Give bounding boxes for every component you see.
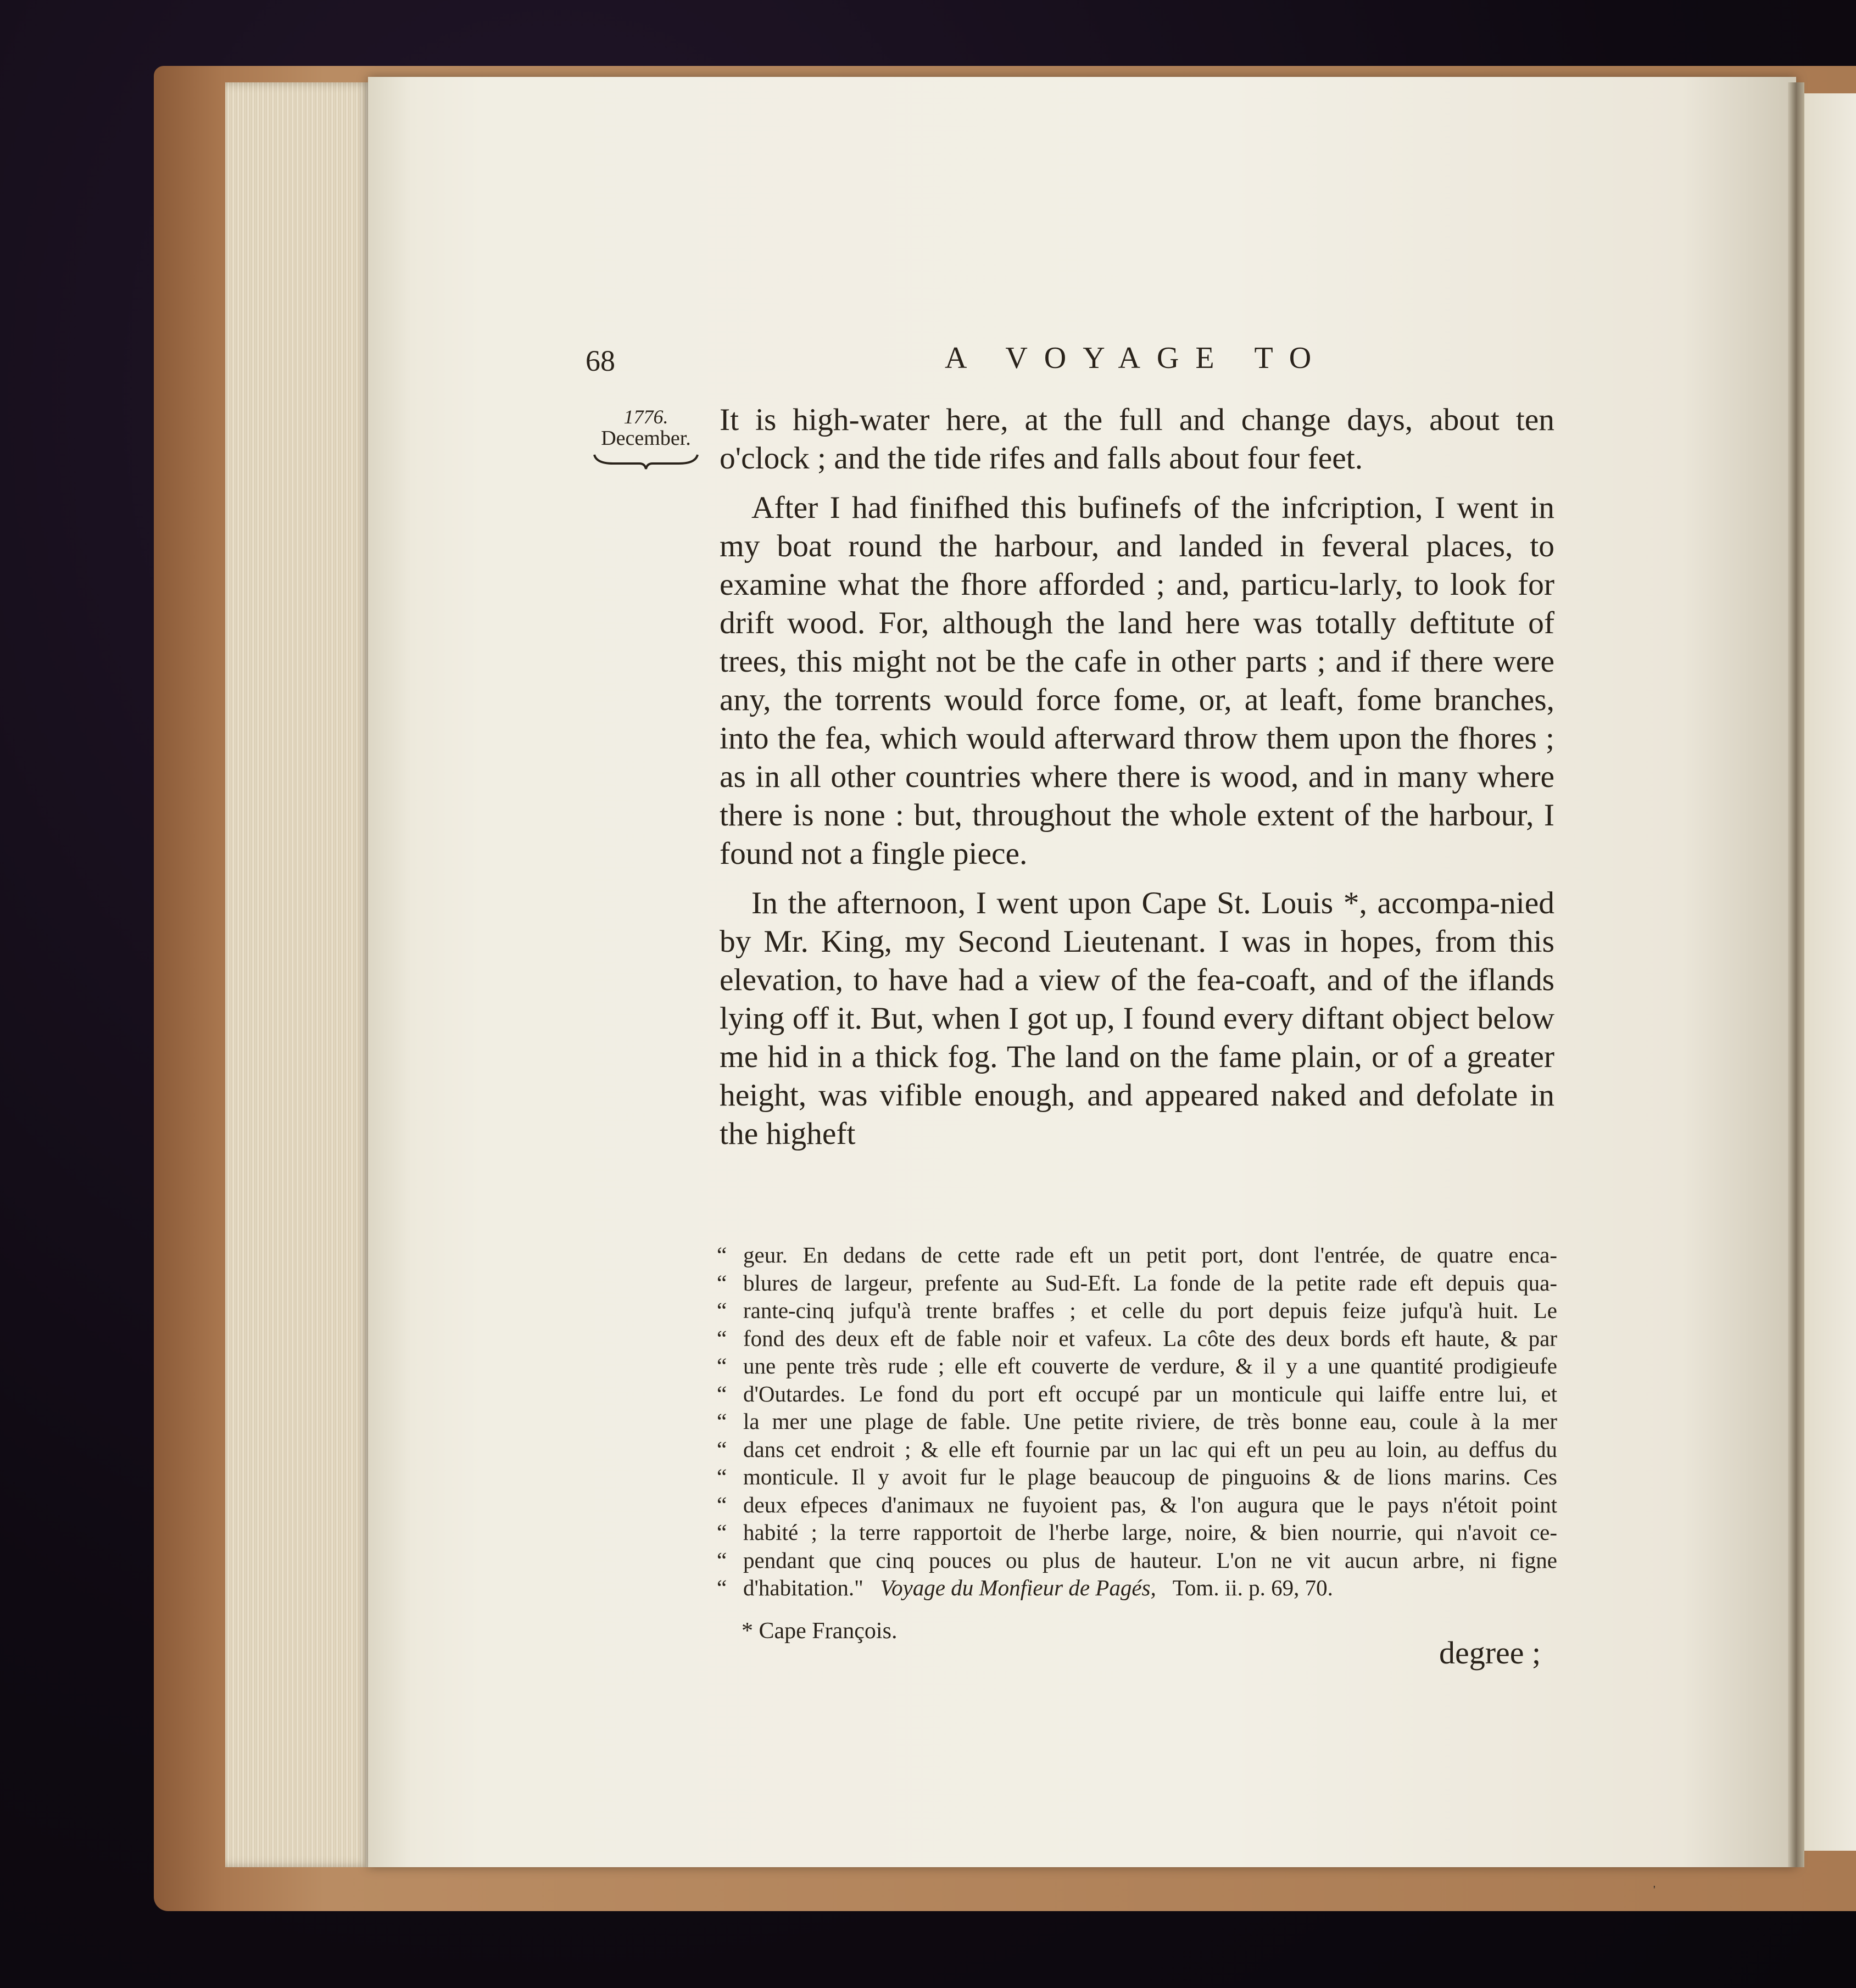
paragraph-3: In the afternoon, I went upon Cape St. Louis *, accompa-nied by Mr. King, my Second Lieutenant. I was in hopes, from this elevation, to have had a view of the fea-coaft, and of the iflands lying off it. But, when I got up, I found every diftant object below me hid in a thick fog. The land on the fame plain, or of a greater height, was vifible enough, and appeared naked and defolate in the higheft [720, 886, 1554, 1151]
marginal-month: December. [601, 427, 691, 450]
catchword: degree ; [1439, 1635, 1541, 1671]
bottom-mark: ' [1653, 1884, 1656, 1896]
page-number: 68 [586, 344, 615, 377]
footnote-line: “ habité ; la terre rapportoit de l'herbe large, noire, & bien nourrie, qui n'avoit ce- [717, 1520, 1557, 1545]
footnote-source-title: Voyage du Monfieur de Pagés, [880, 1575, 1156, 1600]
footnote-closing: d'habitation." [743, 1575, 863, 1600]
marginal-date-note [586, 406, 706, 470]
main-text [720, 401, 1554, 1164]
footnote-block [717, 1241, 1557, 1602]
footnote-line: “ rante-cinq jufqu'à trente braffes ; et celle du port depuis feize jufqu'à huit. Le [717, 1298, 1557, 1323]
footnote-line: “ une pente très rude ; elle eft couverte de verdure, & il y a une quantité prodigieufe [717, 1353, 1557, 1378]
brace-ornament-icon [591, 451, 701, 470]
footnote-line: “ monticule. Il y avoit fur le plage beaucoup de pinguoins & de lions marins. Ces [717, 1464, 1557, 1489]
footnote-line: “ d'Outardes. Le fond du port eft occupé par un monticule qui laiffe entre lui, et [717, 1381, 1557, 1406]
footnote-line: “ dans cet endroit ; & elle eft fournie par un lac qui eft un peu au loin, au deffus du [717, 1436, 1557, 1462]
footnote-line: “ deux efpeces d'animaux ne fuyoient pas, & l'on augura que le pays n'étoit point [717, 1492, 1557, 1517]
running-head: A VOYAGE TO [945, 341, 1328, 375]
gutter [1788, 82, 1804, 1867]
paragraph-1: It is high-water here, at the full and change days, about ten o'clock ; and the tide rifes and falls about four feet. [720, 403, 1554, 476]
footnote-line: “ blures de largeur, prefente au Sud-Eft. La fonde de la petite rade eft depuis qua- [717, 1270, 1557, 1295]
footnote-line: “ pendant que cinq pouces ou plus de hauteur. L'on ne vit aucun arbre, ni figne [717, 1547, 1557, 1573]
marginal-year: 1776. [623, 406, 668, 428]
page-edges [225, 82, 374, 1867]
footnote-line: “ fond des deux eft de fable noir et vafeux. La côte des deux bords eft haute, & par [717, 1325, 1557, 1351]
footnote-source-ref: Tom. ii. p. 69, 70. [1172, 1575, 1333, 1600]
facing-page-edge [1804, 93, 1856, 1851]
footnote-reference: * Cape François. [742, 1618, 898, 1644]
footnote-line: “ geur. En dedans de cette rade eft un petit port, dont l'entrée, de quatre enca- [717, 1242, 1557, 1267]
paragraph-2: After I had finifhed this bufinefs of the infcription, I went in my boat round the harbour, and landed in feveral places, to examine what the fhore afforded ; and, particu-larly, to look for drift wood. For, although the land here was totally deftitute of trees, this might not be the cafe in other parts ; and if there were any, the torrents would force fome, or, at leaft, fome branches, into the fea, which would afterward throw them upon the fhores ; as in all other countries where there is wood, and in many where there is none : but, throughout the whole extent of the harbour, I found not a fingle piece. [720, 490, 1554, 871]
footnote-line: “ la mer une plage de fable. Une petite riviere, de très bonne eau, coule à la mer [717, 1409, 1557, 1434]
footnote-line-last: “ d'habitation." Voyage du Monfieur de Pagés, Tom. ii. p. 69, 70. [717, 1575, 1333, 1600]
